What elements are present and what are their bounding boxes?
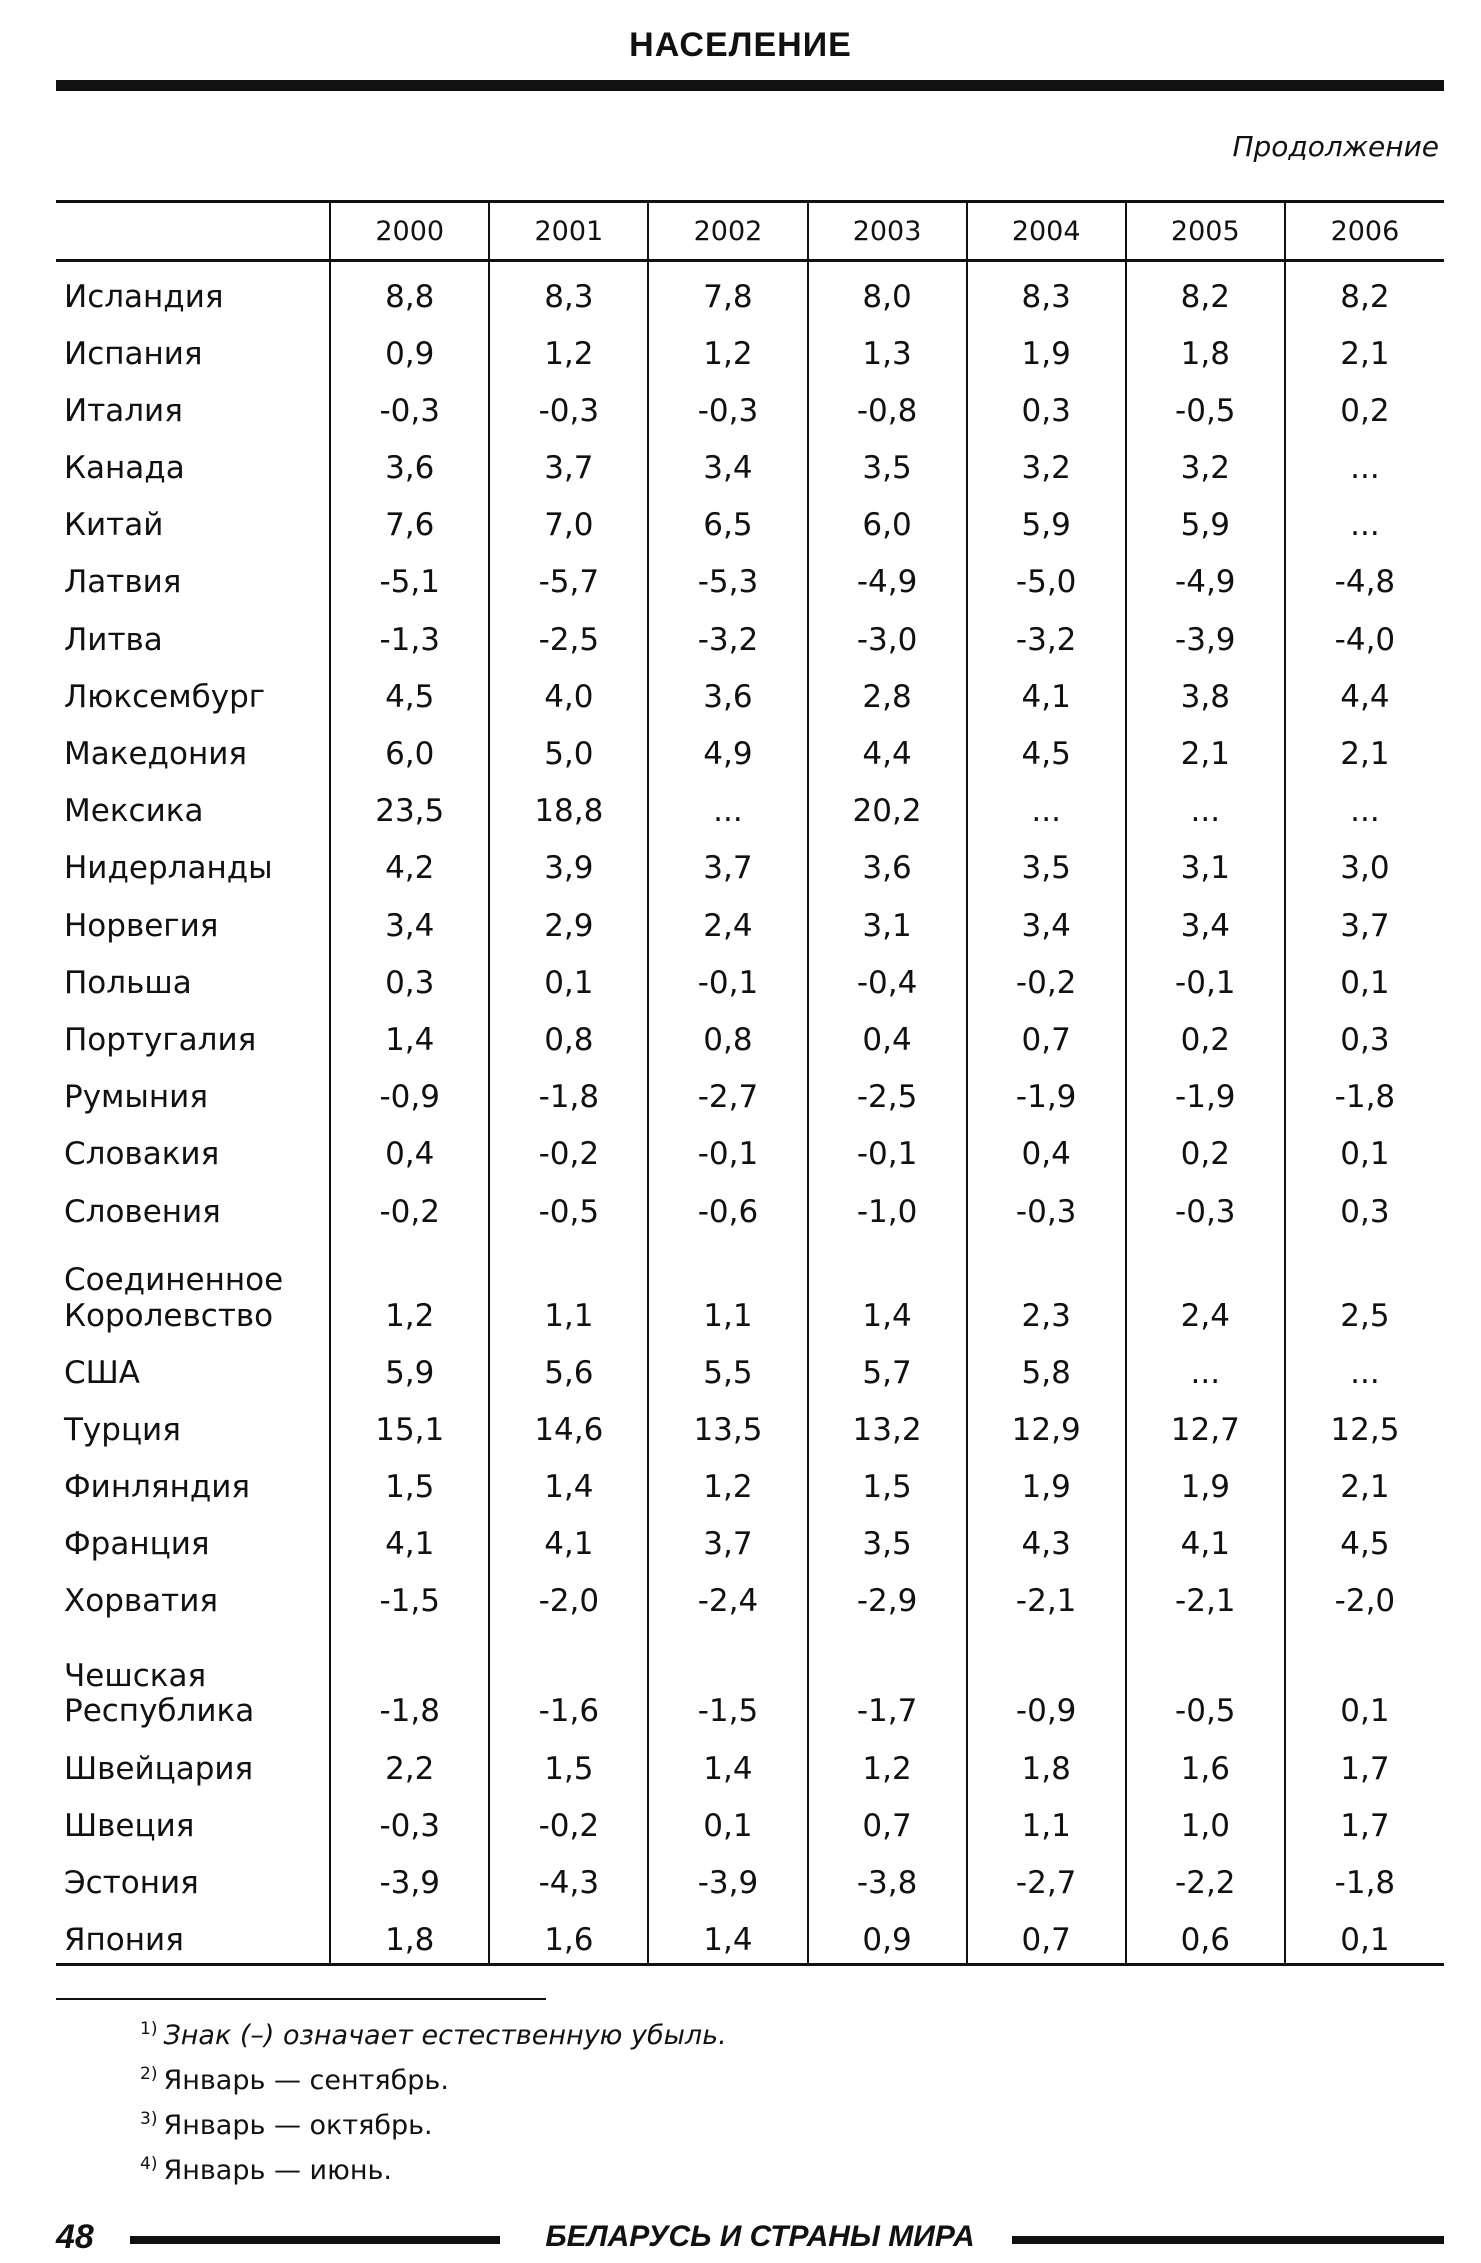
table-row <box>56 319 1444 376</box>
value-cell: 2,1 <box>1285 319 1444 376</box>
value-cell: 0,1 <box>489 948 648 1005</box>
value-cell: -2,1 <box>967 1567 1126 1624</box>
value-cell: 18,8 <box>489 777 648 834</box>
value-cell: 4,1 <box>967 662 1126 719</box>
value-cell: -1,8 <box>489 1063 648 1120</box>
footnote-text: Январь — сентябрь. <box>163 2065 449 2096</box>
value-cell: 1,9 <box>967 1453 1126 1510</box>
country-name-cell: Финляндия <box>64 1469 251 1506</box>
country-name-cell: Канада <box>64 450 185 487</box>
value-cell: 0,3 <box>330 948 489 1005</box>
value-cell: -4,0 <box>1285 605 1444 662</box>
footnote-rule <box>56 1998 546 2000</box>
value-cell: 3,4 <box>648 434 807 491</box>
value-cell: 2,9 <box>489 891 648 948</box>
value-cell: 4,2 <box>330 834 489 891</box>
country-name-cell: Словакия <box>64 1136 220 1173</box>
value-cell: 3,5 <box>967 834 1126 891</box>
value-cell: -5,0 <box>967 548 1126 605</box>
value-cell: 8,2 <box>1126 261 1285 320</box>
value-cell: 5,0 <box>489 720 648 777</box>
value-cell: 4,5 <box>330 662 489 719</box>
value-cell: 7,6 <box>330 491 489 548</box>
data-table-container <box>56 200 1444 1966</box>
value-cell: 2,8 <box>808 662 967 719</box>
value-cell: -4,8 <box>1285 548 1444 605</box>
value-cell: 0,3 <box>1285 1005 1444 1062</box>
value-cell: 8,2 <box>1285 261 1444 320</box>
country-name-cell: Португалия <box>64 1021 257 1058</box>
country-name-cell: Соединенное Королевство <box>64 1261 284 1334</box>
value-cell: 1,5 <box>330 1453 489 1510</box>
value-cell: 1,6 <box>489 1906 648 1965</box>
value-cell: 4,5 <box>967 720 1126 777</box>
value-cell: -0,8 <box>808 376 967 433</box>
value-cell: -0,2 <box>967 948 1126 1005</box>
footnote-item <box>140 2145 727 2190</box>
value-cell: -1,7 <box>808 1624 967 1734</box>
column-header-year: 2006 <box>1285 202 1444 261</box>
value-cell: 3,7 <box>489 434 648 491</box>
value-cell: 2,2 <box>330 1734 489 1791</box>
value-cell: -5,7 <box>489 548 648 605</box>
column-header-country <box>56 202 330 261</box>
country-name-cell: Швейцария <box>64 1750 254 1787</box>
value-cell: 4,1 <box>489 1510 648 1567</box>
value-cell: 1,6 <box>1126 1734 1285 1791</box>
country-name-cell: Турция <box>64 1411 181 1448</box>
value-cell: 3,6 <box>808 834 967 891</box>
value-cell: 3,2 <box>967 434 1126 491</box>
value-cell: -0,5 <box>1126 376 1285 433</box>
value-cell: 0,4 <box>330 1120 489 1177</box>
value-cell: -1,3 <box>330 605 489 662</box>
value-cell: -0,2 <box>489 1791 648 1848</box>
value-cell: 3,0 <box>1285 834 1444 891</box>
value-cell: 2,1 <box>1285 1453 1444 1510</box>
table-header-row <box>56 202 1444 261</box>
value-cell: -2,7 <box>648 1063 807 1120</box>
value-cell: 3,5 <box>808 434 967 491</box>
value-cell: -0,3 <box>1126 1177 1285 1234</box>
value-cell: -0,9 <box>330 1063 489 1120</box>
value-cell: -1,6 <box>489 1624 648 1734</box>
value-cell: -0,4 <box>808 948 967 1005</box>
value-cell: 1,8 <box>1126 319 1285 376</box>
value-cell: 1,2 <box>648 1453 807 1510</box>
footer-rule-right <box>1012 2236 1444 2244</box>
column-header-year: 2005 <box>1126 202 1285 261</box>
value-cell: 3,2 <box>1126 434 1285 491</box>
value-cell: 2,1 <box>1285 720 1444 777</box>
value-cell: ... <box>648 777 807 834</box>
value-cell: 2,3 <box>967 1234 1126 1338</box>
value-cell: 0,9 <box>808 1906 967 1965</box>
table-row <box>56 662 1444 719</box>
table-row <box>56 1395 1444 1452</box>
value-cell: 5,8 <box>967 1338 1126 1395</box>
value-cell: -1,0 <box>808 1177 967 1234</box>
value-cell: -2,1 <box>1126 1567 1285 1624</box>
value-cell: ... <box>1285 434 1444 491</box>
value-cell: 8,3 <box>489 261 648 320</box>
value-cell: -1,8 <box>1285 1063 1444 1120</box>
value-cell: 3,7 <box>1285 891 1444 948</box>
value-cell: 3,6 <box>330 434 489 491</box>
value-cell: -0,1 <box>648 1120 807 1177</box>
footer-title: БЕЛАРУСЬ И СТРАНЫ МИРА <box>545 2220 975 2253</box>
value-cell: 0,1 <box>648 1791 807 1848</box>
value-cell: -2,0 <box>489 1567 648 1624</box>
value-cell: 12,7 <box>1126 1395 1285 1452</box>
value-cell: -0,9 <box>967 1624 1126 1734</box>
country-name-cell: Словения <box>64 1193 221 1230</box>
value-cell: 4,4 <box>1285 662 1444 719</box>
table-row <box>56 605 1444 662</box>
value-cell: -1,9 <box>1126 1063 1285 1120</box>
value-cell: 1,8 <box>967 1734 1126 1791</box>
value-cell: 3,7 <box>648 1510 807 1567</box>
value-cell: 0,3 <box>967 376 1126 433</box>
value-cell: 0,4 <box>808 1005 967 1062</box>
value-cell: 1,9 <box>967 319 1126 376</box>
value-cell: 3,1 <box>1126 834 1285 891</box>
footnote-item <box>140 2010 727 2055</box>
value-cell: 1,4 <box>489 1453 648 1510</box>
value-cell: 5,9 <box>330 1338 489 1395</box>
country-name-cell: Румыния <box>64 1079 208 1116</box>
value-cell: 0,1 <box>1285 1624 1444 1734</box>
value-cell: ... <box>1285 491 1444 548</box>
value-cell: -4,3 <box>489 1849 648 1906</box>
value-cell: 2,5 <box>1285 1234 1444 1338</box>
value-cell: -5,1 <box>330 548 489 605</box>
table-row <box>56 1453 1444 1510</box>
value-cell: 0,4 <box>967 1120 1126 1177</box>
footnote-text: Январь — октябрь. <box>163 2110 433 2141</box>
footnote-item <box>140 2100 727 2145</box>
table-row <box>56 1177 1444 1234</box>
value-cell: 1,9 <box>1126 1453 1285 1510</box>
population-table <box>56 200 1444 1966</box>
column-header-year: 2001 <box>489 202 648 261</box>
table-row <box>56 1510 1444 1567</box>
value-cell: 3,4 <box>330 891 489 948</box>
value-cell: 1,7 <box>1285 1791 1444 1848</box>
value-cell: -0,1 <box>648 948 807 1005</box>
continuation-label: Продолжение <box>1232 130 1439 163</box>
value-cell: 12,9 <box>967 1395 1126 1452</box>
value-cell: -2,2 <box>1126 1849 1285 1906</box>
value-cell: -1,5 <box>648 1624 807 1734</box>
value-cell: -3,9 <box>1126 605 1285 662</box>
value-cell: 14,6 <box>489 1395 648 1452</box>
country-name-cell: Литва <box>64 621 163 658</box>
footnote-mark: 2) <box>140 2064 158 2084</box>
value-cell: 4,9 <box>648 720 807 777</box>
value-cell: 4,0 <box>489 662 648 719</box>
value-cell: 5,9 <box>1126 491 1285 548</box>
table-row <box>56 1734 1444 1791</box>
country-name-cell: Китай <box>64 507 164 544</box>
value-cell: 0,2 <box>1285 376 1444 433</box>
value-cell: -2,5 <box>808 1063 967 1120</box>
table-body <box>56 261 1444 1965</box>
country-name-cell: Нидерланды <box>64 850 273 887</box>
value-cell: 1,2 <box>489 319 648 376</box>
value-cell: -3,2 <box>967 605 1126 662</box>
value-cell: 3,1 <box>808 891 967 948</box>
value-cell: 3,8 <box>1126 662 1285 719</box>
value-cell: -3,8 <box>808 1849 967 1906</box>
value-cell: 4,3 <box>967 1510 1126 1567</box>
value-cell: -4,9 <box>1126 548 1285 605</box>
country-name-cell: Люксембург <box>64 678 266 715</box>
table-row <box>56 261 1444 320</box>
footnote-mark: 4) <box>140 2154 158 2174</box>
value-cell: -3,9 <box>648 1849 807 1906</box>
value-cell: 0,2 <box>1126 1120 1285 1177</box>
footnote-mark: 1) <box>140 2019 158 2039</box>
table-row <box>56 1624 1444 1734</box>
value-cell: -3,9 <box>330 1849 489 1906</box>
country-name-cell: Япония <box>56 1906 330 1965</box>
table-row <box>56 434 1444 491</box>
value-cell: -0,1 <box>1126 948 1285 1005</box>
table-row <box>56 1849 1444 1906</box>
value-cell: 3,9 <box>489 834 648 891</box>
value-cell: 3,4 <box>1126 891 1285 948</box>
value-cell: 0,1 <box>1285 1906 1444 1965</box>
country-name-cell: Исландия <box>64 278 224 315</box>
table-row <box>56 1005 1444 1062</box>
value-cell: 1,1 <box>489 1234 648 1338</box>
value-cell: -0,3 <box>330 376 489 433</box>
footnote-text: Знак (–) означает естественную убыль. <box>163 2020 727 2051</box>
column-header-year: 2000 <box>330 202 489 261</box>
value-cell: -4,9 <box>808 548 967 605</box>
value-cell: -1,5 <box>330 1567 489 1624</box>
value-cell: 1,4 <box>330 1005 489 1062</box>
country-name-cell: Швеция <box>64 1807 195 1844</box>
value-cell: 1,8 <box>330 1906 489 1965</box>
table-row <box>56 777 1444 834</box>
country-name-cell: Мексика <box>64 793 204 830</box>
value-cell: 6,0 <box>808 491 967 548</box>
footer-rule-left <box>130 2236 500 2244</box>
value-cell: 12,5 <box>1285 1395 1444 1452</box>
value-cell: -2,9 <box>808 1567 967 1624</box>
value-cell: 0,1 <box>1285 1120 1444 1177</box>
value-cell: 13,2 <box>808 1395 967 1452</box>
country-name-cell: Италия <box>64 392 183 429</box>
value-cell: -0,5 <box>1126 1624 1285 1734</box>
country-name-cell: Эстония <box>64 1865 199 1902</box>
table-row <box>56 1338 1444 1395</box>
value-cell: -1,8 <box>1285 1849 1444 1906</box>
country-name-cell: США <box>64 1354 141 1391</box>
value-cell: -1,9 <box>967 1063 1126 1120</box>
value-cell: 1,2 <box>330 1234 489 1338</box>
value-cell: -2,4 <box>648 1567 807 1624</box>
value-cell: 5,9 <box>967 491 1126 548</box>
value-cell: 3,7 <box>648 834 807 891</box>
value-cell: 0,8 <box>648 1005 807 1062</box>
value-cell: 3,6 <box>648 662 807 719</box>
value-cell: 1,4 <box>648 1734 807 1791</box>
value-cell: 5,7 <box>808 1338 967 1395</box>
value-cell: 7,8 <box>648 261 807 320</box>
value-cell: 1,3 <box>808 319 967 376</box>
value-cell: 1,2 <box>648 319 807 376</box>
value-cell: -2,5 <box>489 605 648 662</box>
country-name-cell: Норвегия <box>64 907 219 944</box>
column-header-year: 2003 <box>808 202 967 261</box>
value-cell: 2,4 <box>1126 1234 1285 1338</box>
value-cell: 0,2 <box>1126 1005 1285 1062</box>
table-row <box>56 376 1444 433</box>
value-cell: 4,1 <box>1126 1510 1285 1567</box>
table-row <box>56 491 1444 548</box>
value-cell: -2,7 <box>967 1849 1126 1906</box>
value-cell: 1,5 <box>808 1453 967 1510</box>
table-row <box>56 948 1444 1005</box>
table-row <box>56 1063 1444 1120</box>
value-cell: 1,5 <box>489 1734 648 1791</box>
value-cell: 13,5 <box>648 1395 807 1452</box>
value-cell: -0,5 <box>489 1177 648 1234</box>
value-cell: -3,0 <box>808 605 967 662</box>
table-row <box>56 1791 1444 1848</box>
table-row <box>56 720 1444 777</box>
column-header-year: 2002 <box>648 202 807 261</box>
table-row <box>56 1567 1444 1624</box>
value-cell: 1,2 <box>808 1734 967 1791</box>
value-cell: 1,1 <box>967 1791 1126 1848</box>
table-row <box>56 548 1444 605</box>
value-cell: 0,7 <box>967 1906 1126 1965</box>
value-cell: 3,4 <box>967 891 1126 948</box>
value-cell: 4,5 <box>1285 1510 1444 1567</box>
value-cell: -0,3 <box>648 376 807 433</box>
table-row <box>56 834 1444 891</box>
value-cell: -5,3 <box>648 548 807 605</box>
footnote-item <box>140 2055 727 2100</box>
table-row <box>56 1906 1444 1965</box>
country-name-cell: Испания <box>64 335 203 372</box>
page-section-title: НАСЕЛЕНИЕ <box>629 26 852 64</box>
value-cell: 3,5 <box>808 1510 967 1567</box>
country-name-cell: Латвия <box>64 564 182 601</box>
value-cell: -0,2 <box>330 1177 489 1234</box>
value-cell: 0,7 <box>967 1005 1126 1062</box>
value-cell: ... <box>967 777 1126 834</box>
value-cell: 5,6 <box>489 1338 648 1395</box>
header-rule <box>56 80 1444 91</box>
value-cell: -1,8 <box>330 1624 489 1734</box>
table-row <box>56 1234 1444 1338</box>
value-cell: 20,2 <box>808 777 967 834</box>
value-cell: 4,4 <box>808 720 967 777</box>
value-cell: 1,0 <box>1126 1791 1285 1848</box>
country-name-cell: Хорватия <box>64 1583 219 1620</box>
column-header-year: 2004 <box>967 202 1126 261</box>
country-name-cell: Македония <box>64 736 248 773</box>
value-cell: -0,3 <box>967 1177 1126 1234</box>
value-cell: 2,1 <box>1126 720 1285 777</box>
value-cell: ... <box>1285 777 1444 834</box>
value-cell: 1,1 <box>648 1234 807 1338</box>
value-cell: 0,6 <box>1126 1906 1285 1965</box>
value-cell: -2,0 <box>1285 1567 1444 1624</box>
value-cell: 1,4 <box>808 1234 967 1338</box>
value-cell: 8,8 <box>330 261 489 320</box>
table-row <box>56 1120 1444 1177</box>
footnote-text: Январь — июнь. <box>163 2155 392 2186</box>
country-name-cell: Франция <box>64 1526 210 1563</box>
page-number: 48 <box>56 2218 94 2256</box>
value-cell: -0,1 <box>808 1120 967 1177</box>
value-cell: -0,3 <box>330 1791 489 1848</box>
table-row <box>56 891 1444 948</box>
country-name-cell: Польша <box>64 964 192 1001</box>
value-cell: 6,5 <box>648 491 807 548</box>
value-cell: ... <box>1126 1338 1285 1395</box>
value-cell: -0,3 <box>489 376 648 433</box>
value-cell: 0,8 <box>489 1005 648 1062</box>
value-cell: -0,2 <box>489 1120 648 1177</box>
value-cell: -0,6 <box>648 1177 807 1234</box>
value-cell: 8,3 <box>967 261 1126 320</box>
value-cell: 1,4 <box>648 1906 807 1965</box>
value-cell: 5,5 <box>648 1338 807 1395</box>
footnotes <box>140 2010 727 2190</box>
value-cell: 0,3 <box>1285 1177 1444 1234</box>
value-cell: 6,0 <box>330 720 489 777</box>
value-cell: 15,1 <box>330 1395 489 1452</box>
value-cell: 8,0 <box>808 261 967 320</box>
value-cell: 23,5 <box>330 777 489 834</box>
value-cell: 4,1 <box>330 1510 489 1567</box>
country-name-cell: Чешская Республика <box>64 1657 255 1730</box>
value-cell: ... <box>1126 777 1285 834</box>
value-cell: 2,4 <box>648 891 807 948</box>
value-cell: 1,7 <box>1285 1734 1444 1791</box>
value-cell: 7,0 <box>489 491 648 548</box>
value-cell: ... <box>1285 1338 1444 1395</box>
value-cell: 0,9 <box>330 319 489 376</box>
value-cell: 0,7 <box>808 1791 967 1848</box>
footnote-mark: 3) <box>140 2109 158 2129</box>
value-cell: -3,2 <box>648 605 807 662</box>
value-cell: 0,1 <box>1285 948 1444 1005</box>
